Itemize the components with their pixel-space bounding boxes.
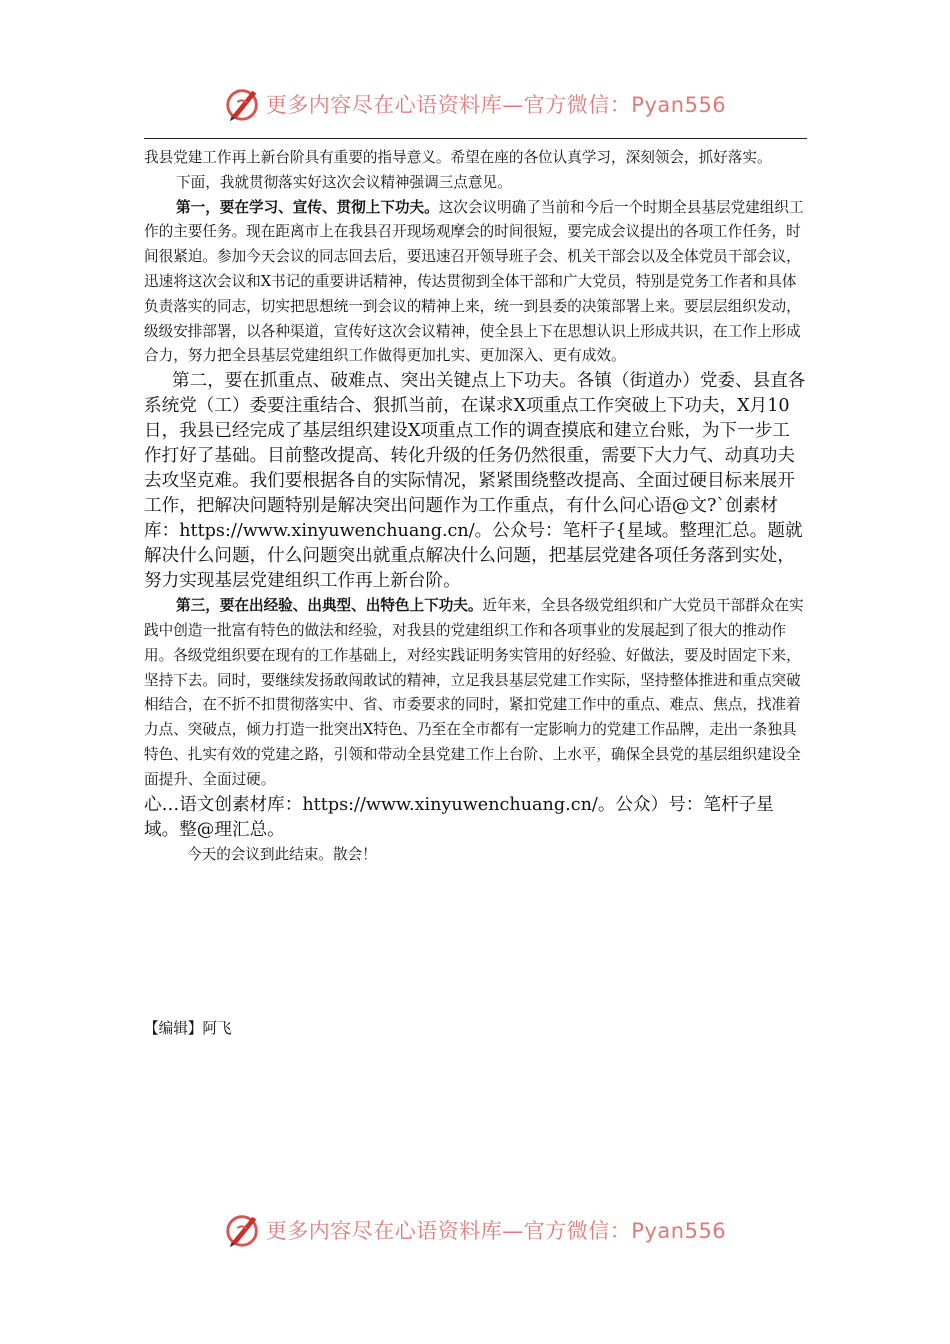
point-one-body: 这次会议明确了当前和今后一个时期全县基层党建组织工作的主要任务。现在距离市上在我县召开现场观摩会的时间很短，要完成会议提出的各项工作任务，时间很紧迫。参加今天会议的同志回去后，要迅速召开领导班子会、机关干部会以及全体党员干部会议，迅速将这次会议和X书记的重要讲话精神，传达贯彻到全体干部和广大党员，特别是党务工作者和具体负责落实的同志，切实把思想统一到会议的精神上来，统一到县委的决策部署上来。要层层组织发动，级级安排部署，以各种渠道，宣传好这次会议精神，使全县上下在思想认识上形成共识，在工作上形成合力，努力把全县基层党建组织工作做得更加扎实、更加深入、更有成效。 (144, 198, 804, 365)
paragraph-point-one (144, 196, 807, 370)
document-body (144, 146, 807, 867)
paragraph-closing: 今天的会议到此结束。散会！ (187, 845, 377, 863)
pen-logo-icon (224, 1211, 262, 1249)
point-one-heading: 第一，要在学习、宣传、贯彻上下功夫。 (176, 198, 439, 216)
banner-text: 更多内容尽在心语资料库—官方微信：Pyan556 (265, 1219, 727, 1243)
header-divider (144, 138, 807, 139)
paragraph-intro: 我县党建工作再上新台阶具有重要的指导意义。希望在座的各位认真学习，深刻领会，抓好落实。 (144, 149, 772, 166)
point-three-heading: 第三，要在出经验、出典型、出特色上下功夫。 (176, 597, 483, 615)
header-banner (0, 84, 950, 124)
paragraph-point-two: 第二，要在抓重点、破难点、突出关键点上下功夫。各镇（街道办）党委、县直各系统党（工）委要注重结合、狠抓当前，在谋求X项重点工作突破上下功夫，X月10日，我县已经完成了基层组织建设X项重点工作的调查摸底和建立台账，为下一步工作打好了基础。目前整改提高、转化升级的任务仍然很重，需要下大力气、动真功夫去攻坚克难。我们要根据各自的实际情况，紧紧围绕整改提高、全面过硬目标来展开工作，把解决问题特别是解决突出问题作为工作重点，有什么问心语@文?`创素材库：https://www.xinyuwenchuang.cn/。公众号：笔杆子{星域。整理汇总。题就解决什么问题，什么问题突出就重点解决什么问题，把基层党建各项任务落到实处，努力实现基层党建组织工作再上新台阶。 (144, 371, 806, 592)
paragraph-point-three (144, 594, 807, 792)
paragraph-transition: 下面，我就贯彻落实好这次会议精神强调三点意见。 (176, 173, 512, 191)
footer-banner (0, 1210, 950, 1250)
paragraph-source-note: 心…语文创素材库：https://www.xinyuwenchuang.cn/。公众）号：笔杆子星域。整@理汇总。 (144, 794, 774, 840)
pen-logo-icon (224, 85, 262, 123)
editor-credit: 【编辑】阿飞 (144, 1020, 232, 1037)
banner-text: 更多内容尽在心语资料库—官方微信：Pyan556 (265, 93, 727, 117)
point-three-body: 近年来，全县各级党组织和广大党员干部群众在实践中创造一批富有特色的做法和经验，对我县的党建组织工作和各项事业的发展起到了很大的推动作用。各级党组织要在现有的工作基础上，对经实践证明务实管用的好经验、好做法，要及时固定下来，坚持下去。同时，要继续发扬敢闯敢试的精神，立足我县基层党建工作实际，坚持整体推进和重点突破相结合，在不折不扣贯彻落实中、省、市委要求的同时，紧扣党建工作中的重点、难点、焦点，找准着力点、突破点，倾力打造一批突出X特色、乃至在全市都有一定影响力的党建工作品牌，走出一条独具特色、扎实有效的党建之路，引领和带动全县党建工作上台阶、上水平，确保全县党的基层组织建设全面提升、全面过硬。 (144, 597, 804, 788)
